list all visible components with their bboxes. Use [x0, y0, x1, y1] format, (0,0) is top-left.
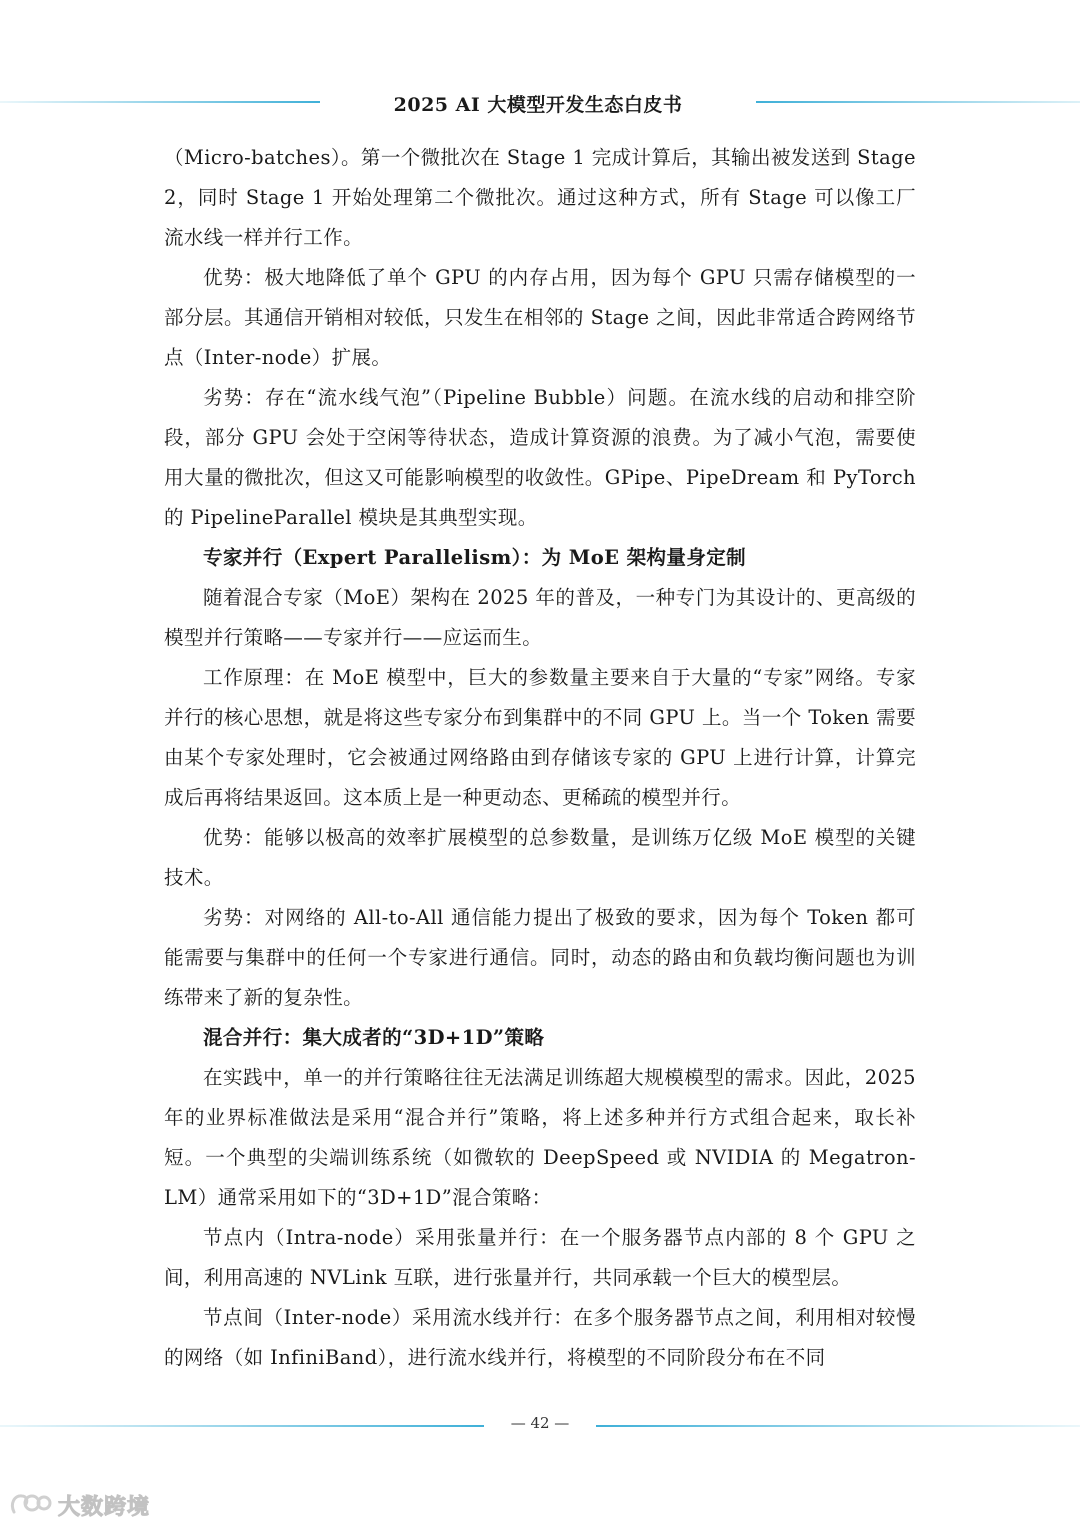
- footer-rule-right: [596, 1425, 1080, 1427]
- paragraph-hybrid-intro: 在实践中，单一的并行策略往往无法满足训练超大规模模型的需求。因此，2025 年的业界标准做法是采用“混合并行”策略，将上述多种并行方式组合起来，取长补短。一个典型的尖端训练系统（如微软的 DeepSpeed 或 NVIDIA 的 Megatron-LM）通常采用如下的“3D+1D”混合策略：: [164, 1066, 916, 1209]
- page-number: — 42 —: [510, 1414, 570, 1432]
- page-header: [0, 88, 1080, 118]
- paragraph-expert-disadvantages: 劣势：对网络的 All-to-All 通信能力提出了极致的要求，因为每个 Token 都可能需要与集群中的任何一个专家进行通信。同时，动态的路由和负载均衡问题也为训练带来了新的复杂性。: [164, 906, 916, 1009]
- paragraph-pipeline-disadvantages: 劣势：存在“流水线气泡”（Pipeline Bubble）问题。在流水线的启动和排空阶段，部分 GPU 会处于空闲等待状态，造成计算资源的浪费。为了减小气泡，需要使用大量的微批次，但这又可能影响模型的收敛性。GPipe、PipeDream 和 PyTorch 的 PipelineParallel 模块是其典型实现。: [164, 386, 916, 529]
- footer-rule-left: [0, 1425, 484, 1427]
- paragraph-inter-node: 节点间（Inter-node）采用流水线并行：在多个服务器节点之间，利用相对较慢的网络（如 InfiniBand），进行流水线并行，将模型的不同阶段分布在不同: [164, 1306, 916, 1369]
- paragraph-expert-intro: 随着混合专家（MoE）架构在 2025 年的普及，一种专门为其设计的、更高级的模型并行策略——专家并行——应运而生。: [164, 586, 916, 649]
- header-rule-right: [756, 101, 1080, 103]
- page-body: [164, 138, 916, 1378]
- header-title: 2025 AI 大模型开发生态白皮书: [393, 94, 683, 116]
- watermark: [8, 1488, 150, 1522]
- watermark-logo-icon: [8, 1490, 52, 1520]
- page-footer: [0, 1414, 1080, 1438]
- paragraph-expert-principle: 工作原理：在 MoE 模型中，巨大的参数量主要来自于大量的“专家”网络。专家并行的核心思想，就是将这些专家分布到集群中的不同 GPU 上。当一个 Token 需要由某个专家处理时，它会被通过网络路由到存储该专家的 GPU 上进行计算，计算完成后再将结果返回。这本质上是一种更动态、更稀疏的模型并行。: [164, 666, 916, 809]
- paragraph-pipeline-advantages: 优势：极大地降低了单个 GPU 的内存占用，因为每个 GPU 只需存储模型的一部分层。其通信开销相对较低，只发生在相邻的 Stage 之间，因此非常适合跨网络节点（Inter-node）扩展。: [164, 266, 916, 369]
- paragraph-pipeline-continued: （Micro-batches）。第一个微批次在 Stage 1 完成计算后，其输出被发送到 Stage 2，同时 Stage 1 开始处理第二个微批次。通过这种方式，所有 Stage 可以像工厂流水线一样并行工作。: [164, 146, 916, 249]
- paragraph-expert-advantages: 优势：能够以极高的效率扩展模型的总参数量，是训练万亿级 MoE 模型的关键技术。: [164, 826, 916, 889]
- paragraph-intra-node: 节点内（Intra-node）采用张量并行：在一个服务器节点内部的 8 个 GPU 之间，利用高速的 NVLink 互联，进行张量并行，共同承载一个巨大的模型层。: [164, 1226, 916, 1289]
- header-rule-left: [0, 101, 320, 103]
- watermark-text: 大数跨境: [58, 1494, 151, 1520]
- section-heading-expert-parallelism: 专家并行（Expert Parallelism）：为 MoE 架构量身定制: [203, 546, 747, 569]
- section-heading-hybrid-parallelism: 混合并行：集大成者的“3D+1D”策略: [203, 1026, 545, 1049]
